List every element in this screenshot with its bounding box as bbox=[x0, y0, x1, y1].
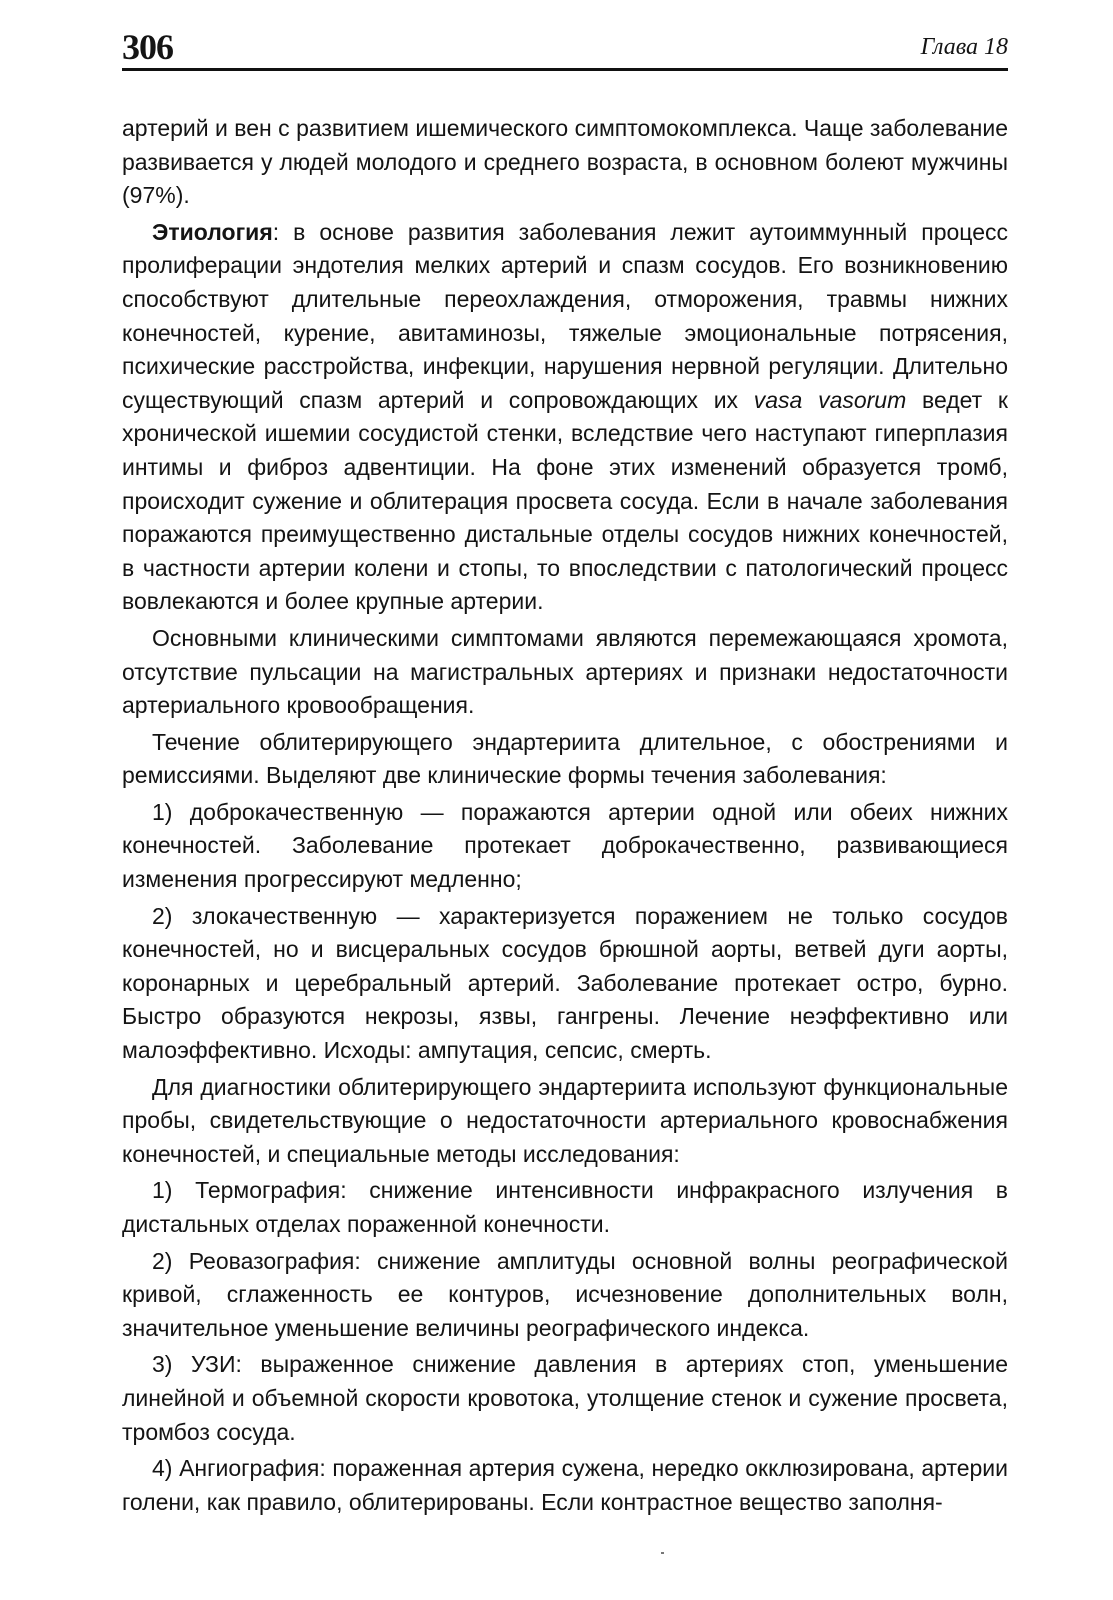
list-item-benign-form: 1) доброкачественную — поражаются артерии одной или обеих нижних конечностей. Заболевание протекает доброкачественно, развивающиеся изменения прогрессируют медленно; bbox=[122, 798, 1008, 893]
etiology-text-part1: : в основе развития заболевания лежит аутоиммунный процесс пролиферации эндотелия мелких артерий и спазм сосудов. Его возникновению способствуют длительные переохлаждения, отморожения, травмы нижних конечностей, курение, авитаминозы, тяжелые эмоциональные потрясения, психические расстройства, инфекции, нарушения нервной регуляции. Длительно существующий спазм артерий и сопровождающих их bbox=[122, 218, 1008, 413]
list-item-malignant-form: 2) злокачественную — характеризуется поражением не только сосудов конечностей, но и висцеральных сосудов брюшной аорты, ветвей дуги аорты, коронарных и церебральный артерий. Заболевание протекает остро, бурно. Быстро образуются некрозы, язвы, гангрены. Лечение неэффективно или малоэффективно. Исходы: ампутация, сепсис, смерть. bbox=[122, 902, 1008, 1064]
paragraph-etiology bbox=[122, 216, 1008, 619]
running-header bbox=[122, 22, 1008, 71]
paragraph-symptoms: Основными клиническими симптомами являются перемежающаяся хромота, отсутствие пульсации на магистральных артериях и признаки недостаточности артериального кровообращения. bbox=[122, 624, 1008, 719]
latin-term: vasa vasorum bbox=[753, 386, 907, 413]
scan-speck bbox=[661, 1552, 664, 1554]
paragraph-diagnostics: Для диагностики облитерирующего эндартериита используют функциональные пробы, свидетельствующие о недостаточности артериального кровоснабжения конечностей, и специальные методы исследования: bbox=[122, 1073, 1008, 1167]
chapter-title: Глава 18 bbox=[920, 34, 1008, 60]
paragraph-continuation: артерий и вен с развитием ишемического симптомокомплекса. Чаще заболевание развивается у людей молодого и среднего возраста, в основном болеют мужчины (97%). bbox=[122, 115, 1008, 209]
etiology-text-part2: ведет к хронической ишемии сосудистой стенки, вследствие чего наступают гиперплазия интимы и фиброз адвентиции. На фоне этих изменений образуется тромб, происходит сужение и облитерация просвета сосуда. Если в начале заболевания поражаются преимущественно дистальные отделы сосудов нижних конечностей, в частности артерии колени и стопы, то впоследствии с патологический процесс вовлекаются и более крупные артерии. bbox=[122, 386, 1008, 615]
page-number: 306 bbox=[122, 27, 173, 67]
paragraph-course: Течение облитерирующего эндартериита длительное, с обострениями и ремиссиями. Выделяют две клинические формы течения заболевания: bbox=[122, 728, 1008, 789]
etiology-term: Этиология bbox=[152, 218, 273, 245]
body-text bbox=[122, 112, 1008, 1522]
list-item-ultrasound: 3) УЗИ: выраженное снижение давления в артериях стоп, уменьшение линейной и объемной скорости кровотока, утолщение стенок и сужение просвета, тромбоз сосуда. bbox=[122, 1351, 1008, 1445]
list-item-rheovasography: 2) Реовазография: снижение амплитуды основной волны реографической кривой, сглаженность ее контуров, исчезновение дополнительных волн, значительное уменьшение величины реографического индекса. bbox=[122, 1247, 1008, 1341]
list-item-angiography: 4) Ангиография: пораженная артерия сужена, нередко окклюзирована, артерии голени, как правило, облитерированы. Если контрастное вещество заполня- bbox=[122, 1455, 1008, 1515]
list-item-thermography: 1) Термография: снижение интенсивности инфракрасного излучения в дистальных отделах пораженной конечности. bbox=[122, 1177, 1008, 1237]
